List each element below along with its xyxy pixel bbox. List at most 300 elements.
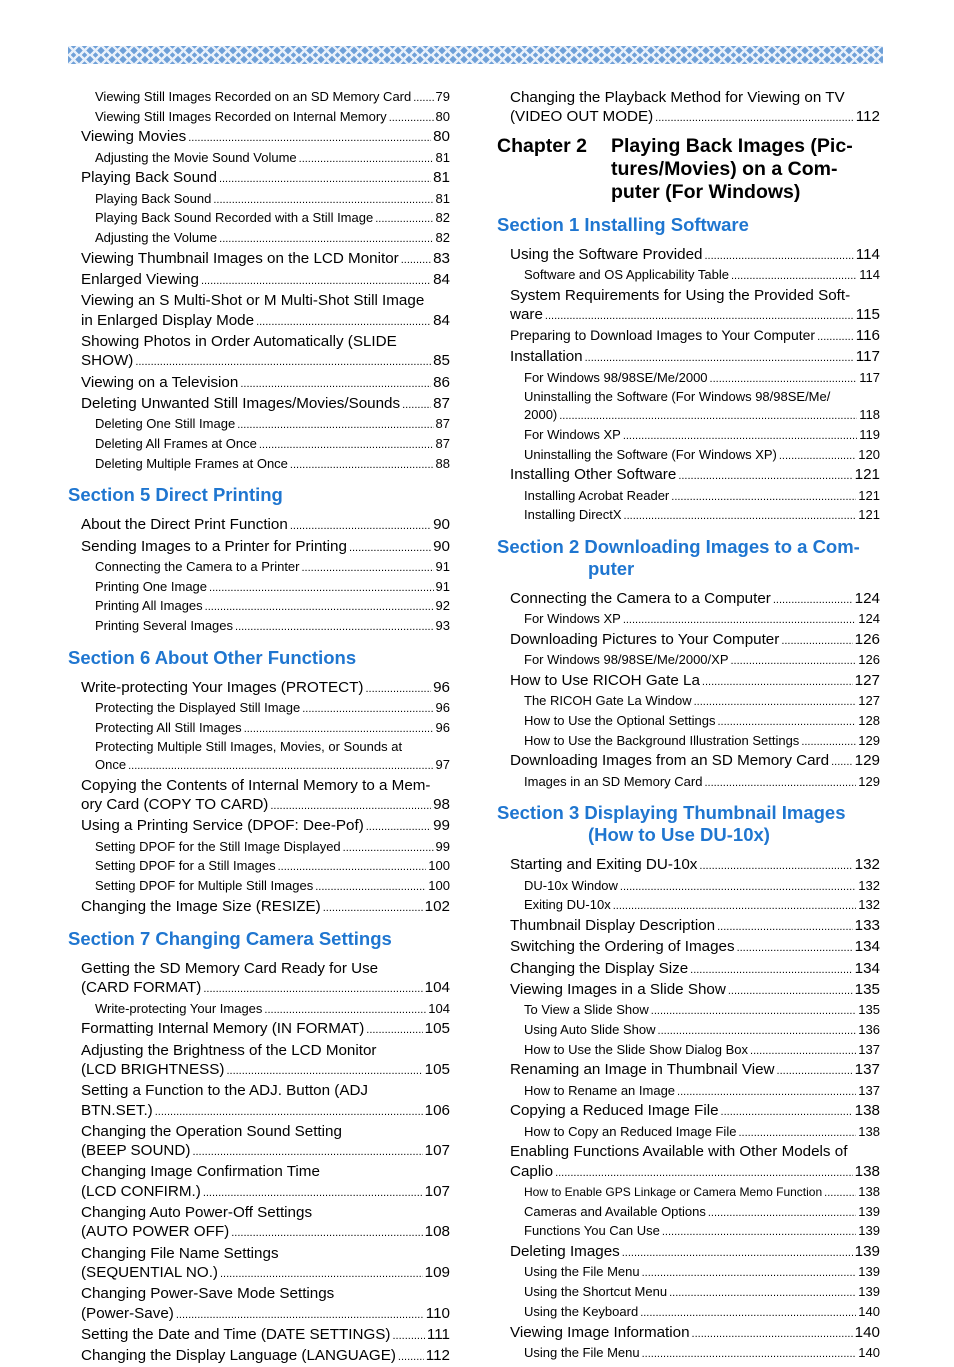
toc-entry-title: How to Copy an Reduced Image File: [524, 1123, 737, 1139]
toc-entry-title: Preparing to Download Images to Your Computer: [510, 327, 816, 344]
toc-entry-title: Sending Images to a Printer for Printing: [81, 537, 347, 555]
toc-subentry[interactable]: [497, 487, 880, 507]
dot-leader: [278, 859, 427, 877]
toc-subentry[interactable]: [497, 1344, 880, 1364]
toc-subentry[interactable]: [68, 857, 450, 877]
toc-subentry[interactable]: [497, 1001, 880, 1021]
toc-entry[interactable]: [68, 816, 450, 837]
dot-leader: [192, 1143, 422, 1162]
toc-entry-title: Using the Shortcut Menu: [524, 1284, 668, 1300]
toc-page-number: 84: [433, 311, 450, 329]
dot-leader: [290, 457, 434, 475]
dot-leader: [365, 680, 431, 699]
toc-page-number: 98: [433, 796, 450, 814]
toc-entry-title: Installing DirectX: [524, 507, 622, 523]
toc-entry-title: BTN.SET.): [81, 1101, 153, 1119]
dot-leader: [213, 192, 433, 210]
toc-page-number: 99: [435, 838, 450, 854]
toc-entry-title: Connecting the Camera to a Printer: [95, 558, 300, 574]
toc-subentry[interactable]: [497, 266, 880, 286]
dot-leader: [237, 417, 433, 435]
toc-subentry[interactable]: [68, 455, 450, 475]
toc-entry-text-line[interactable]: Changing Power-Save Mode Settings: [81, 1285, 335, 1303]
toc-entry-text-line[interactable]: Enabling Functions Available with Other Models of: [510, 1143, 848, 1161]
chapter-heading: [497, 135, 880, 204]
dot-leader: [662, 1224, 856, 1242]
toc-page-number: 84: [433, 271, 450, 289]
toc-page-number: 88: [435, 455, 450, 471]
toc-entry-text-line[interactable]: Changing the Playback Method for Viewing on TV: [510, 89, 845, 106]
toc-entry[interactable]: [68, 1304, 450, 1325]
toc-page-number: 112: [855, 108, 880, 126]
toc-entry-title: For Windows XP: [524, 426, 621, 442]
section-heading: [68, 484, 450, 506]
toc-entry[interactable]: [68, 1222, 450, 1243]
toc-entry[interactable]: [68, 1060, 450, 1081]
toc-entry[interactable]: [68, 1346, 450, 1367]
toc-entry[interactable]: [68, 394, 450, 415]
toc-entry-title: How to Enable GPS Linkage or Camera Memo Function: [524, 1185, 823, 1199]
toc-entry-title: Viewing Thumbnail Images on the LCD Monitor: [81, 249, 399, 267]
toc-entry-title: Switching the Ordering of Images: [510, 938, 735, 956]
toc-entry[interactable]: [68, 897, 450, 918]
toc-entry-title: Software and OS Applicability Table: [524, 266, 729, 282]
toc-entry-title: Installation: [510, 348, 583, 366]
toc-entry[interactable]: [497, 326, 880, 347]
toc-entry-text-line[interactable]: Changing the Operation Sound Setting: [81, 1122, 342, 1140]
toc-subentry[interactable]: [497, 1303, 880, 1323]
toc-page-number: 140: [858, 1344, 880, 1360]
toc-page-number: 96: [435, 719, 450, 735]
toc-entry[interactable]: [497, 107, 880, 128]
toc-entry-title: Viewing Still Images Recorded on an SD Memory Card: [95, 89, 412, 104]
toc-entry-title: Printing One Image: [95, 578, 208, 594]
toc-page-number: 138: [854, 1162, 880, 1180]
dot-leader: [642, 1265, 857, 1283]
toc-entry[interactable]: [68, 978, 450, 999]
dot-leader: [781, 632, 852, 651]
toc-page-number: 134: [854, 959, 880, 977]
dot-leader: [801, 734, 856, 752]
toc-entry[interactable]: [68, 270, 450, 291]
toc-page-number: 135: [854, 981, 880, 998]
toc-page-number: 137: [858, 1041, 880, 1057]
dot-leader: [413, 90, 433, 108]
chapter-number: Chapter 2: [497, 134, 587, 157]
toc-entry[interactable]: [497, 347, 880, 368]
dot-leader: [738, 1125, 856, 1143]
toc-page-number: 124: [854, 590, 880, 607]
toc-page-number: 129: [858, 732, 880, 748]
toc-entry[interactable]: [68, 1182, 450, 1203]
dot-leader: [699, 857, 852, 876]
toc-page-number: 106: [424, 1101, 450, 1119]
toc-entry-text-line[interactable]: Getting the SD Memory Card Ready for Use: [81, 960, 379, 978]
toc-subentry[interactable]: [497, 712, 880, 732]
toc-subentry[interactable]: [497, 1222, 880, 1242]
toc-entry-title: Playing Back Sound: [95, 190, 212, 206]
section-title: Section 5 Direct Printing: [68, 484, 283, 506]
toc-page-number: 102: [424, 897, 450, 915]
dot-leader: [375, 211, 433, 229]
toc-subentry[interactable]: [68, 108, 450, 128]
toc-subentry[interactable]: [497, 1283, 880, 1303]
toc-entry-title: DU-10x Window: [524, 877, 618, 893]
toc-page-number: 82: [435, 230, 450, 246]
toc-entry-title: Write-protecting Your Images (PROTECT): [81, 678, 364, 696]
toc-page-number: 104: [428, 1000, 450, 1016]
section-heading: [497, 536, 880, 580]
section-title: Section 3 Displaying Thumbnail Images: [497, 802, 846, 824]
toc-subentry[interactable]: [68, 578, 450, 598]
dot-leader: [678, 467, 852, 486]
toc-entry-title: Images in an SD Memory Card: [524, 773, 703, 789]
toc-subentry[interactable]: [68, 699, 450, 719]
toc-subentry[interactable]: [68, 88, 450, 108]
toc-entry[interactable]: [497, 1242, 880, 1263]
dot-leader: [402, 396, 431, 415]
toc-page-number: 105: [424, 1020, 450, 1038]
toc-entry-title: Exiting DU-10x: [524, 897, 611, 913]
toc-entry-title: Downloading Images from an SD Memory Card: [510, 752, 830, 770]
toc-page-number: 124: [858, 611, 880, 627]
toc-entry-title: in Enlarged Display Mode: [81, 311, 255, 329]
toc-entry-title: (AUTO POWER OFF): [81, 1223, 230, 1241]
dot-leader: [824, 1185, 856, 1203]
toc-entry-title: (Power-Save): [81, 1304, 174, 1322]
toc-entry-text-line[interactable]: Changing Image Confirmation Time: [81, 1163, 320, 1181]
section-title: Section 6 About Other Functions: [68, 646, 357, 668]
toc-page-number: 138: [858, 1123, 880, 1139]
toc-page-number: 99: [433, 817, 450, 835]
toc-entry-title: Copying a Reduced Image File: [510, 1102, 719, 1120]
toc-subentry[interactable]: [497, 426, 880, 446]
toc-entry[interactable]: [68, 515, 450, 536]
toc-page-number: 114: [855, 245, 880, 263]
toc-page-number: 139: [858, 1264, 880, 1280]
toc-entry[interactable]: [68, 127, 450, 148]
toc-entry[interactable]: [68, 1325, 450, 1346]
toc-subentry[interactable]: [497, 506, 880, 526]
dot-leader: [302, 560, 434, 578]
toc-entry-title: Installing Acrobat Reader: [524, 487, 670, 503]
toc-subentry[interactable]: [497, 610, 880, 630]
dot-leader: [244, 721, 434, 739]
dot-leader: [710, 371, 858, 389]
toc-page-number: 132: [854, 856, 880, 874]
toc-page-number: 137: [858, 1082, 880, 1098]
toc-subentry[interactable]: [497, 1123, 880, 1143]
toc-page-number: 81: [435, 190, 450, 206]
toc-entry-text-line[interactable]: Showing Photos in Order Automatically (SLIDE: [81, 333, 397, 350]
toc-entry-text-line[interactable]: Viewing an S Multi-Shot or M Multi-Shot Still Image: [81, 292, 425, 310]
section-heading: [497, 214, 880, 236]
section-heading: [497, 802, 880, 846]
dot-leader: [622, 1244, 853, 1263]
toc-page-number: 139: [858, 1284, 880, 1300]
toc-entry-title: Write-protecting Your Images: [95, 1000, 263, 1016]
dot-leader: [240, 375, 431, 394]
toc-entry-text-line[interactable]: Protecting Multiple Still Images, Movies, or Sounds at: [95, 739, 403, 755]
toc-subentry[interactable]: [497, 1203, 880, 1223]
toc-entry-title: Using the Keyboard: [524, 1303, 639, 1319]
toc-entry[interactable]: [497, 855, 880, 876]
toc-entry-title: Using the File Menu: [524, 1344, 640, 1360]
toc-entry-text-line[interactable]: Changing Auto Power-Off Settings: [81, 1204, 313, 1222]
toc-entry-title: Using the Software Provided: [510, 245, 703, 263]
dot-leader: [555, 1164, 853, 1183]
toc-subentry[interactable]: [497, 896, 880, 916]
toc-entry[interactable]: [497, 980, 880, 1001]
toc-subentry[interactable]: [497, 692, 880, 712]
section-title: Section 2 Downloading Images to a Com-: [497, 536, 860, 557]
toc-entry-text-line[interactable]: Uninstalling the Software (For Windows 98/98SE/Me/: [524, 389, 831, 405]
dot-leader: [671, 489, 856, 507]
toc-entry[interactable]: [497, 751, 880, 772]
dot-leader: [315, 879, 426, 897]
toc-entry-text-line[interactable]: Adjusting the Brightness of the LCD Monitor: [81, 1041, 377, 1059]
toc-subentry[interactable]: [68, 838, 450, 858]
toc-subentry[interactable]: [497, 406, 880, 426]
dot-leader: [323, 899, 423, 918]
dot-leader: [201, 272, 431, 291]
toc-page-number: 135: [858, 1002, 880, 1018]
toc-entry[interactable]: [497, 305, 880, 326]
toc-entry[interactable]: [497, 630, 880, 651]
dot-leader: [231, 1224, 422, 1243]
toc-page-number: 117: [855, 348, 880, 366]
toc-page-number: 127: [858, 693, 880, 709]
toc-subentry[interactable]: [497, 877, 880, 897]
toc-entry[interactable]: [68, 351, 450, 372]
toc-entry[interactable]: [497, 589, 880, 610]
toc-entry-title: Formatting Internal Memory (IN FORMAT): [81, 1020, 365, 1038]
toc-entry[interactable]: [68, 249, 450, 270]
dot-leader: [219, 170, 431, 189]
toc-entry[interactable]: [68, 678, 450, 699]
toc-page-number: 90: [433, 537, 450, 555]
toc-page-number: 107: [424, 1182, 450, 1200]
toc-subentry[interactable]: [68, 597, 450, 617]
toc-entry[interactable]: [497, 1060, 880, 1081]
toc-entry-title: Protecting the Displayed Still Image: [95, 700, 301, 715]
toc-page-number: 120: [858, 446, 880, 462]
toc-page-number: 97: [435, 757, 450, 773]
toc-entry-title: (VIDEO OUT MODE): [510, 108, 654, 126]
toc-page-number: 132: [858, 877, 880, 893]
toc-subentry[interactable]: [68, 209, 450, 229]
toc-subentry[interactable]: [68, 190, 450, 210]
toc-page-number: 117: [859, 369, 880, 385]
toc-page-number: 126: [858, 652, 880, 668]
toc-subentry[interactable]: [68, 617, 450, 637]
toc-entry-title: Using the File Menu: [524, 1264, 640, 1280]
toc-entry-text-line[interactable]: Setting a Function to the ADJ. Button (ADJ: [81, 1082, 369, 1100]
toc-subentry[interactable]: [68, 558, 450, 578]
toc-page-number: 91: [435, 578, 450, 594]
toc-entry[interactable]: [497, 245, 880, 266]
toc-entry-text-line[interactable]: Copying the Contents of Internal Memory to a Mem-: [81, 776, 431, 794]
toc-page-number: 138: [858, 1184, 880, 1199]
dot-leader: [613, 898, 857, 916]
toc-entry[interactable]: [497, 671, 880, 692]
toc-subentry[interactable]: [68, 149, 450, 169]
toc-subentry[interactable]: [68, 435, 450, 455]
chapter-title: Playing Back Images (Pic-tures/Movies) on a Com-puter (For Windows): [611, 134, 853, 203]
dot-leader: [658, 1023, 857, 1041]
toc-entry-title: Deleting All Frames at Once: [95, 435, 257, 451]
toc-subentry[interactable]: [68, 229, 450, 249]
toc-page-number: 81: [435, 149, 450, 165]
toc-entry-title: Setting DPOF for a Still Images: [95, 858, 276, 874]
dot-leader: [343, 840, 434, 858]
toc-entry-text-line[interactable]: System Requirements for Using the Provided Soft-: [510, 286, 851, 304]
dot-leader: [585, 349, 854, 368]
toc-entry[interactable]: [68, 537, 450, 558]
dot-leader: [349, 539, 431, 558]
toc-subentry[interactable]: [497, 773, 880, 793]
toc-entry[interactable]: [68, 1263, 450, 1284]
toc-entry-title: Functions You Can Use: [524, 1223, 660, 1239]
dot-leader: [731, 653, 857, 671]
toc-entry-title: Printing Several Images: [95, 618, 234, 633]
toc-subentry[interactable]: [497, 1021, 880, 1041]
toc-page-number: 114: [859, 266, 880, 282]
toc-page-number: 96: [435, 700, 450, 715]
toc-entry-title: Adjusting the Volume: [95, 230, 218, 246]
toc-entry-title: Deleting Unwanted Still Images/Movies/Sounds: [81, 394, 401, 412]
toc-page-number: 81: [433, 169, 450, 187]
toc-entry-title: Using Auto Slide Show: [524, 1022, 656, 1037]
toc-page-number: 90: [433, 516, 450, 534]
toc-page-number: 109: [424, 1263, 450, 1281]
dot-leader: [235, 619, 434, 637]
toc-page-number: 104: [424, 979, 450, 997]
toc-subentry[interactable]: [497, 1183, 880, 1203]
toc-page-number: 80: [433, 128, 450, 146]
toc-page-number: 121: [858, 507, 880, 523]
toc-entry[interactable]: [68, 1019, 450, 1040]
toc-entry-title: 2000): [524, 407, 558, 423]
toc-subentry[interactable]: [497, 369, 880, 389]
toc-column-left: [68, 88, 450, 1367]
toc-entry[interactable]: [68, 311, 450, 332]
dot-leader: [717, 918, 853, 937]
toc-page-number: 85: [433, 352, 450, 370]
dot-leader: [694, 694, 857, 712]
toc-entry-title: Changing the Display Size: [510, 959, 689, 977]
toc-entry[interactable]: [497, 465, 880, 486]
dot-leader: [256, 313, 431, 332]
toc-page-number: 92: [435, 598, 450, 614]
toc-entry-title: Caplio: [510, 1162, 554, 1180]
toc-subentry[interactable]: [497, 1041, 880, 1061]
toc-subentry[interactable]: [68, 756, 450, 776]
toc-entry-title: How to Use the Slide Show Dialog Box: [524, 1041, 749, 1057]
toc-subentry[interactable]: [497, 651, 880, 671]
toc-subentry[interactable]: [68, 719, 450, 739]
toc-subentry[interactable]: [497, 446, 880, 466]
toc-page-number: 93: [435, 618, 450, 633]
dot-leader: [728, 982, 853, 1001]
dot-leader: [128, 758, 433, 776]
toc-entry-title: Changing the Image Size (RESIZE): [81, 897, 321, 915]
toc-entry[interactable]: [497, 959, 880, 980]
toc-entry[interactable]: [68, 1141, 450, 1162]
toc-page-number: 108: [424, 1223, 450, 1241]
toc-page-number: 127: [854, 672, 880, 689]
section-title: Section 1 Installing Software: [497, 213, 749, 235]
toc-entry-title: (LCD CONFIRM.): [81, 1182, 201, 1200]
toc-entry[interactable]: [497, 1162, 880, 1183]
dot-leader: [642, 1346, 857, 1364]
toc-entry[interactable]: [68, 1101, 450, 1122]
dot-leader: [559, 408, 857, 426]
toc-page-number: 83: [433, 249, 450, 267]
toc-subentry[interactable]: [68, 1000, 450, 1020]
toc-entry[interactable]: [68, 168, 450, 189]
dot-leader: [203, 980, 422, 999]
header-banner: [68, 46, 883, 64]
dot-leader: [220, 1265, 423, 1284]
toc-entry[interactable]: [497, 937, 880, 958]
toc-entry-title: For Windows 98/98SE/Me/2000: [524, 369, 708, 385]
toc-entry-title: About the Direct Print Function: [81, 516, 288, 534]
toc-entry-title: Setting DPOF for the Still Image Displayed: [95, 838, 341, 854]
toc-entry-title: Changing the Display Language (LANGUAGE): [81, 1347, 396, 1365]
toc-subentry[interactable]: [497, 1263, 880, 1283]
toc-subentry[interactable]: [497, 1082, 880, 1102]
dot-leader: [620, 879, 856, 897]
toc-entry[interactable]: [68, 373, 450, 394]
dot-leader: [731, 268, 857, 286]
toc-entry-title: How to Use the Background Illustration Settings: [524, 732, 800, 748]
dot-leader: [270, 797, 431, 816]
toc-entry[interactable]: [68, 795, 450, 816]
toc-entry-title: How to Use RICOH Gate La: [510, 672, 700, 689]
dot-leader: [773, 591, 853, 610]
toc-entry-title: Enlarged Viewing: [81, 271, 199, 289]
toc-subentry[interactable]: [68, 415, 450, 435]
toc-entry[interactable]: [497, 1101, 880, 1122]
toc-page-number: 87: [435, 416, 450, 432]
toc-entry-title: (LCD BRIGHTNESS): [81, 1061, 225, 1078]
toc-page-number: 139: [854, 1243, 880, 1261]
toc-page-number: 140: [854, 1323, 880, 1341]
toc-page-number: 140: [858, 1303, 880, 1319]
toc-subentry[interactable]: [68, 877, 450, 897]
toc-entry-title: ware: [510, 305, 543, 323]
toc-entry-title: For Windows XP: [524, 611, 621, 627]
dot-leader: [219, 231, 433, 249]
toc-entry-title: (SEQUENTIAL NO.): [81, 1263, 218, 1281]
toc-entry-title: Viewing Movies: [81, 128, 187, 146]
section-title-continued: (How to Use DU-10x): [588, 824, 770, 846]
toc-subentry[interactable]: [497, 732, 880, 752]
toc-entry[interactable]: [497, 1323, 880, 1344]
toc-page-number: 119: [859, 426, 880, 442]
dot-leader: [623, 612, 856, 630]
dot-leader: [655, 109, 854, 128]
section-title-continued: puter: [588, 558, 635, 579]
toc-page-number: 137: [854, 1061, 880, 1079]
toc-page-number: 87: [435, 435, 450, 451]
toc-entry-title: SHOW): [81, 352, 134, 370]
toc-entry-title: (BEEP SOUND): [81, 1142, 191, 1160]
toc-entry[interactable]: [497, 916, 880, 937]
toc-entry-text-line[interactable]: Changing File Name Settings: [81, 1244, 279, 1262]
dot-leader: [721, 1103, 853, 1122]
